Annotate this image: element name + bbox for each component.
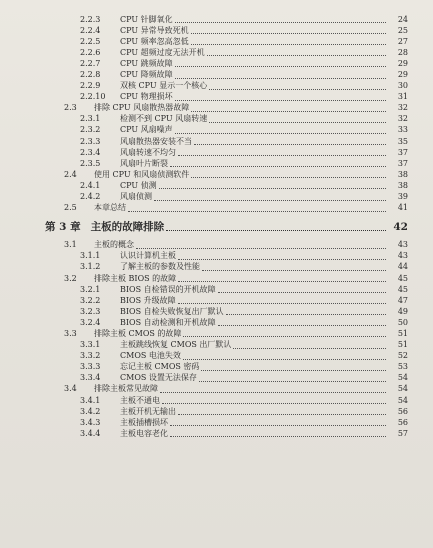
toc-entry-title: 风扇侦测 bbox=[120, 192, 152, 202]
toc-entry-page-number: 38 bbox=[397, 169, 408, 179]
toc-entry-number: 3.3 bbox=[64, 328, 77, 338]
toc-entry-page-number: 28 bbox=[397, 47, 408, 57]
dot-leader bbox=[175, 100, 386, 101]
toc-entry-title: 风扇转速不均匀 bbox=[120, 147, 176, 157]
dot-leader bbox=[160, 392, 386, 393]
toc-entry-page-number: 29 bbox=[397, 58, 408, 68]
toc-entry-number: 3.1.2 bbox=[80, 262, 101, 272]
toc-entry-number: 2.3.2 bbox=[80, 125, 101, 135]
toc-entry-number: 2.3.1 bbox=[80, 114, 101, 124]
toc-subsection-entry bbox=[0, 58, 433, 69]
toc-entry-number: 3.1 bbox=[64, 240, 77, 250]
dot-leader bbox=[183, 359, 386, 360]
toc-entry-title: CPU 超频过度无法开机 bbox=[120, 47, 205, 57]
toc-entry-title: 主板的概念 bbox=[94, 240, 134, 250]
toc-entry-number: 3.3.4 bbox=[80, 373, 101, 383]
toc-entry-number: 2.2.10 bbox=[80, 92, 106, 102]
toc-entry-number: 3.4.2 bbox=[80, 406, 101, 416]
toc-entry-page-number: 44 bbox=[397, 262, 408, 272]
toc-entry-page-number: 47 bbox=[397, 295, 408, 305]
toc-subsection-entry bbox=[0, 262, 433, 273]
toc-subsection-entry bbox=[0, 92, 433, 103]
toc-entry-title: 双核 CPU 显示一个核心 bbox=[120, 81, 208, 91]
dot-leader bbox=[178, 259, 386, 260]
toc-entry-number: 2.3.4 bbox=[80, 147, 101, 157]
toc-subsection-entry bbox=[0, 362, 433, 373]
toc-entry-title: 风扇叶片断裂 bbox=[120, 158, 168, 168]
dot-leader bbox=[178, 281, 386, 282]
toc-subsection-entry bbox=[0, 406, 433, 417]
toc-entry-title: 主板插槽损坏 bbox=[120, 417, 168, 427]
toc-entry-title: 检测不到 CPU 风扇转速 bbox=[120, 114, 208, 124]
dot-leader bbox=[178, 414, 386, 415]
toc-entry-page-number: 37 bbox=[397, 147, 408, 157]
toc-entry-page-number: 54 bbox=[397, 395, 408, 405]
toc-entry-number: 2.3.5 bbox=[80, 158, 101, 168]
toc-section-entry bbox=[0, 328, 433, 339]
toc-entry-page-number: 51 bbox=[397, 340, 408, 350]
dot-leader bbox=[128, 211, 386, 212]
dot-leader bbox=[178, 303, 386, 304]
toc-chapter-heading bbox=[0, 218, 433, 238]
toc-entry-number: 3.3.3 bbox=[80, 362, 101, 372]
toc-entry-number: 3.2.3 bbox=[80, 306, 101, 316]
toc-entry-page-number: 49 bbox=[397, 306, 408, 316]
toc-entry-page-number: 56 bbox=[397, 406, 408, 416]
dot-leader bbox=[175, 22, 386, 23]
toc-entry-page-number: 45 bbox=[397, 284, 408, 294]
toc-entry-title: 主板电容老化 bbox=[120, 428, 168, 438]
toc-subsection-entry bbox=[0, 306, 433, 317]
dot-leader bbox=[175, 66, 386, 67]
toc-entry-number: 2.2.5 bbox=[80, 36, 101, 46]
toc-subsection-entry bbox=[0, 251, 433, 262]
dot-leader bbox=[166, 230, 386, 231]
toc-subsection-entry bbox=[0, 36, 433, 47]
toc-subsection-entry bbox=[0, 340, 433, 351]
dot-leader bbox=[191, 177, 386, 178]
toc-subsection-entry bbox=[0, 158, 433, 169]
toc-subsection-entry bbox=[0, 192, 433, 203]
toc-section-entry bbox=[0, 203, 433, 214]
toc-entry-title: 忘记主板 CMOS 密码 bbox=[120, 362, 200, 372]
dot-leader bbox=[175, 78, 386, 79]
toc-subsection-entry bbox=[0, 373, 433, 384]
toc-subsection-entry bbox=[0, 417, 433, 428]
toc-entry-page-number: 54 bbox=[397, 373, 408, 383]
toc-entry-title: 本章总结 bbox=[94, 203, 126, 213]
toc-entry-page-number: 53 bbox=[397, 362, 408, 372]
toc-entry-number: 2.5 bbox=[64, 203, 77, 213]
toc-subsection-entry bbox=[0, 81, 433, 92]
toc-entry-number: 2.2.9 bbox=[80, 81, 101, 91]
toc-section-entry bbox=[0, 384, 433, 395]
dot-leader bbox=[170, 166, 386, 167]
toc-entry-page-number: 56 bbox=[397, 417, 408, 427]
toc-entry-title: 主板开机无输出 bbox=[120, 406, 176, 416]
toc-entry-page-number: 37 bbox=[397, 158, 408, 168]
toc-entry-title: 排除 CPU 风扇散热器故障 bbox=[94, 103, 190, 113]
toc-entry-number: 3.2.1 bbox=[80, 284, 101, 294]
toc-entry-number: 3.4.3 bbox=[80, 417, 101, 427]
toc-entry-title: CPU 异常导致死机 bbox=[120, 25, 189, 35]
toc-entry-number: 2.3.3 bbox=[80, 136, 101, 146]
toc-subsection-entry bbox=[0, 125, 433, 136]
toc-entry-page-number: 45 bbox=[397, 273, 408, 283]
dot-leader bbox=[175, 133, 386, 134]
dot-leader bbox=[162, 403, 386, 404]
toc-entry-title: CPU 针脚氧化 bbox=[120, 14, 173, 24]
toc-entry-page-number: 54 bbox=[397, 384, 408, 394]
dot-leader bbox=[136, 248, 386, 249]
toc-entry-title: 排除主板 CMOS 的故障 bbox=[94, 328, 182, 338]
toc-entry-number: 2.2.8 bbox=[80, 70, 101, 80]
toc-subsection-entry bbox=[0, 114, 433, 125]
toc-entry-title: BIOS 自检错误的开机故障 bbox=[120, 284, 216, 294]
dot-leader bbox=[218, 325, 386, 326]
toc-entry-number: 2.2.4 bbox=[80, 25, 101, 35]
dot-leader bbox=[201, 370, 386, 371]
dot-leader bbox=[170, 436, 386, 437]
toc-entry-page-number: 39 bbox=[397, 192, 408, 202]
toc-entry-page-number: 27 bbox=[397, 36, 408, 46]
toc-entry-title: BIOS 自动检测和开机故障 bbox=[120, 317, 216, 327]
toc-entry-page-number: 32 bbox=[397, 103, 408, 113]
toc-entry-page-number: 25 bbox=[397, 25, 408, 35]
toc-subsection-entry bbox=[0, 47, 433, 58]
toc-subsection-entry bbox=[0, 395, 433, 406]
toc-entry-number: 3.3.1 bbox=[80, 340, 101, 350]
toc-entry-number: 2.3 bbox=[64, 103, 77, 113]
toc-entry-page-number: 43 bbox=[397, 240, 408, 250]
toc-entry-title: CPU 频率忽高忽低 bbox=[120, 36, 189, 46]
dot-leader bbox=[233, 348, 386, 349]
toc-entry-page-number: 51 bbox=[397, 328, 408, 338]
toc-subsection-entry bbox=[0, 147, 433, 158]
toc-entry-number: 2.4 bbox=[64, 169, 77, 179]
toc-entry-title: CPU 物理损坏 bbox=[120, 92, 173, 102]
toc-entry-number: 2.4.1 bbox=[80, 180, 101, 190]
toc-entry-number: 3.4.4 bbox=[80, 428, 101, 438]
dot-leader bbox=[209, 89, 386, 90]
toc-entry-title: BIOS 自检失败恢复出厂默认 bbox=[120, 306, 224, 316]
dot-leader bbox=[154, 200, 386, 201]
toc-entry-page-number: 35 bbox=[397, 136, 408, 146]
toc-entry-page-number: 33 bbox=[397, 125, 408, 135]
toc-entry-page-number: 41 bbox=[397, 203, 408, 213]
dot-leader bbox=[199, 381, 386, 382]
toc-entry-page-number: 29 bbox=[397, 70, 408, 80]
dot-leader bbox=[170, 425, 386, 426]
toc-section-entry bbox=[0, 273, 433, 284]
toc-entry-page-number: 30 bbox=[397, 81, 408, 91]
dot-leader bbox=[207, 55, 386, 56]
toc-entry-page-number: 38 bbox=[397, 180, 408, 190]
toc-entry-number: 3.4 bbox=[64, 384, 77, 394]
dot-leader bbox=[209, 122, 386, 123]
dot-leader bbox=[178, 155, 386, 156]
toc-entry-title: 了解主板的参数及性能 bbox=[120, 262, 200, 272]
dot-leader bbox=[202, 270, 386, 271]
toc-entry-number: 3.2.4 bbox=[80, 317, 101, 327]
toc-entry-page-number: 31 bbox=[397, 92, 408, 102]
toc-entry-page-number: 52 bbox=[397, 351, 408, 361]
toc-subsection-entry bbox=[0, 428, 433, 439]
dot-leader bbox=[191, 44, 386, 45]
toc-entry-title: 主板跳线恢复 CMOS 出厂默认 bbox=[120, 340, 232, 350]
dot-leader bbox=[191, 33, 386, 34]
toc-entry-title: CPU 侦测 bbox=[120, 180, 157, 190]
toc-section-entry bbox=[0, 240, 433, 251]
table-of-contents bbox=[0, 14, 433, 439]
toc-section-entry bbox=[0, 103, 433, 114]
toc-entry-number: 3.1.1 bbox=[80, 251, 101, 261]
dot-leader bbox=[226, 314, 386, 315]
toc-entry-title: CMOS 电池失效 bbox=[120, 351, 181, 361]
toc-entry-number: 2.2.6 bbox=[80, 47, 101, 57]
toc-subsection-entry bbox=[0, 351, 433, 362]
toc-subsection-entry bbox=[0, 180, 433, 191]
dot-leader bbox=[194, 144, 386, 145]
toc-entry-title: 主板不通电 bbox=[120, 395, 160, 405]
toc-entry-title: CMOS 设置无法保存 bbox=[120, 373, 197, 383]
toc-entry-number: 2.2.7 bbox=[80, 58, 101, 68]
toc-entry-page-number: 32 bbox=[397, 114, 408, 124]
toc-entry-title: 认识计算机主板 bbox=[120, 251, 176, 261]
toc-entry-number: 第 3 章 bbox=[45, 221, 81, 234]
toc-subsection-entry bbox=[0, 284, 433, 295]
toc-entry-page-number: 43 bbox=[397, 251, 408, 261]
toc-entry-page-number: 57 bbox=[397, 428, 408, 438]
toc-subsection-entry bbox=[0, 317, 433, 328]
toc-entry-page-number: 42 bbox=[393, 221, 408, 234]
toc-subsection-entry bbox=[0, 25, 433, 36]
toc-entry-title: 排除主板 BIOS 的故障 bbox=[94, 273, 177, 283]
toc-entry-title: 风扇散热器安装不当 bbox=[120, 136, 192, 146]
toc-entry-title: BIOS 升级故障 bbox=[120, 295, 176, 305]
toc-entry-title: 主板的故障排除 bbox=[90, 221, 165, 234]
toc-entry-number: 3.3.2 bbox=[80, 351, 101, 361]
toc-entry-title: CPU 降频故障 bbox=[120, 70, 173, 80]
dot-leader bbox=[191, 111, 386, 112]
toc-subsection-entry bbox=[0, 69, 433, 80]
toc-entry-number: 3.2 bbox=[64, 273, 77, 283]
toc-entry-title: 排除主板常见故障 bbox=[94, 384, 158, 394]
toc-entry-number: 2.2.3 bbox=[80, 14, 101, 24]
toc-subsection-entry bbox=[0, 295, 433, 306]
toc-entry-number: 3.4.1 bbox=[80, 395, 101, 405]
toc-entry-page-number: 24 bbox=[397, 14, 408, 24]
toc-entry-title: CPU 风扇噪声 bbox=[120, 125, 173, 135]
toc-entry-number: 3.2.2 bbox=[80, 295, 101, 305]
toc-subsection-entry bbox=[0, 14, 433, 25]
dot-leader bbox=[183, 336, 386, 337]
toc-section-entry bbox=[0, 169, 433, 180]
toc-entry-page-number: 50 bbox=[397, 317, 408, 327]
toc-entry-title: 使用 CPU 和风扇侦测软件 bbox=[94, 169, 190, 179]
dot-leader bbox=[218, 292, 386, 293]
toc-entry-title: CPU 跳频故障 bbox=[120, 58, 173, 68]
dot-leader bbox=[159, 188, 386, 189]
toc-subsection-entry bbox=[0, 136, 433, 147]
toc-entry-number: 2.4.2 bbox=[80, 192, 101, 202]
